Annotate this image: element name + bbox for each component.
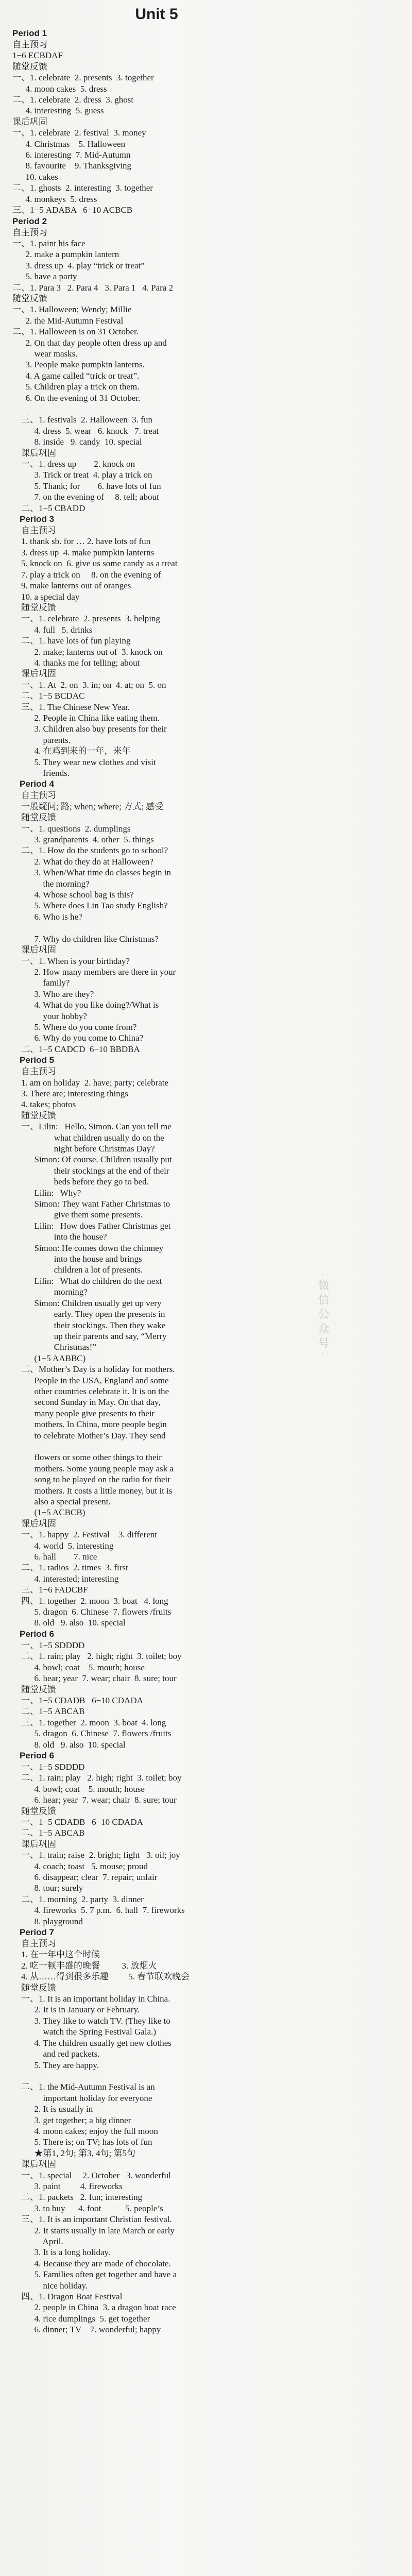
- answer-line: 4. The children usually get new clothes: [12, 2038, 171, 2048]
- answer-line: 三、1. It is an important Christian festival.: [12, 2214, 172, 2225]
- answer-line: 一、1−5 CDADB 6−10 CDADA: [12, 1817, 143, 1827]
- answer-line: 2. make; lanterns out of 3. knock on: [12, 647, 163, 657]
- answer-line: 4. full 5. drinks: [12, 624, 93, 635]
- answer-line: 9. make lanterns out of oranges: [12, 581, 131, 591]
- answer-line: 4. takes; photos: [12, 1099, 76, 1110]
- answer-line: give them some presents.: [12, 1210, 143, 1220]
- answer-line: parents.: [12, 735, 71, 745]
- answer-line: Simon: They want Father Christmas to: [12, 1199, 170, 1209]
- answer-line: 随堂反馈: [12, 1806, 56, 1816]
- period-heading: Period 6: [20, 1629, 55, 1639]
- answer-line: 三、1. festivals 2. Halloween 3. fun: [12, 415, 152, 425]
- answer-line: 一、1. At 2. on 3. in; on 4. at; on 5. on: [12, 680, 166, 690]
- period-heading: Period 3: [20, 514, 55, 524]
- answer-line: 3. to buy 4. foot 5. people’s: [12, 2203, 163, 2213]
- answer-line: [12, 1441, 301, 1452]
- answer-line: 三、1. together 2. moon 3. boat 4. long: [12, 1717, 166, 1727]
- answer-line: 4. A game called “trick or treat”.: [12, 370, 140, 381]
- answer-line: 4. fireworks 5. 7 p.m. 6. hall 7. fireworks: [12, 1905, 185, 1916]
- answer-line: 二、1. have lots of fun playing: [12, 636, 131, 646]
- answer-line: 5. dragon 6. Chinese 7. flowers /fruits: [12, 1728, 171, 1739]
- answer-line: 4. bowl; coat 5. mouth; house: [12, 1784, 145, 1794]
- answer-line: 一、1. It is an important holiday in China.: [12, 1994, 170, 2004]
- answer-line: 4. 在鸡到来的一年，来年: [12, 746, 131, 756]
- answer-line: 随堂反馈: [12, 1684, 56, 1694]
- answer-line: 4. Whose school bag is this?: [12, 890, 134, 900]
- answer-line: 4. coach; toast 5. mouse; proud: [12, 1861, 148, 1871]
- answer-line: morning?: [12, 1287, 88, 1297]
- answer-line: 三、1−6 FADCBF: [12, 1585, 88, 1595]
- answer-line: 5. Families often get together and have a: [12, 2269, 177, 2280]
- answer-line: to celebrate Mother’s Day. They send: [12, 1430, 166, 1440]
- answer-line: 4. rice dumplings 5. get together: [12, 2313, 150, 2324]
- answer-line: 3. People make pumpkin lanterns.: [12, 360, 145, 370]
- answer-line: 4. bowl; coat 5. mouth; house: [12, 1662, 145, 1672]
- answer-line: 6. Who is he?: [12, 911, 82, 922]
- answer-line: wear masks.: [12, 348, 78, 359]
- answer-line: 7. on the evening of 8. tell; about: [12, 492, 159, 502]
- answer-line: 2. People in China like eating them.: [12, 713, 160, 723]
- period-heading: Period 7: [20, 1927, 55, 1938]
- answer-line: 4. interesting 5. guess: [12, 106, 104, 116]
- answer-line: 3. dress up 4. make pumpkin lanterns: [12, 547, 154, 557]
- answer-line: 4. dress 5. wear 6. knock 7. treat: [12, 426, 159, 436]
- answer-line: 6. hear; year 7. wear; chair 8. sure; tour: [12, 1795, 177, 1805]
- answer-line: 5. They wear new clothes and visit: [12, 757, 156, 767]
- answer-line: Lilin: Why?: [12, 1188, 81, 1198]
- answer-line: night before Christmas Day?: [12, 1144, 155, 1154]
- answer-line: 4. 从……得到很多乐趣 5. 春节联欢晚会: [12, 1972, 190, 1982]
- answer-line: 3. grandparents 4. other 5. things: [12, 835, 154, 845]
- answer-line: many people give presents to their: [12, 1408, 155, 1418]
- answer-line: song to be played on the radio for their: [12, 1475, 170, 1485]
- answer-line: 2. On that day people often dress up and: [12, 337, 167, 348]
- answer-line: 7. play a trick on 8. on the evening of: [12, 569, 161, 580]
- answer-line: what children usually do on the: [12, 1132, 164, 1143]
- answer-line: 5. Where does Lin Tao study English?: [12, 901, 168, 911]
- answer-line: 4. thanks me for telling; about: [12, 657, 140, 668]
- answer-line: 6. disappear; clear 7. repair; unfair: [12, 1872, 158, 1882]
- answer-line: 3. It is a long holiday.: [12, 2247, 111, 2258]
- answer-line: 2. What do they do at Halloween?: [12, 856, 153, 867]
- answer-lines: [12, 28, 301, 2335]
- answer-line: and red packets.: [12, 2049, 100, 2059]
- answer-line: 6. dinner; TV 7. wonderful; happy: [12, 2325, 161, 2335]
- answer-line: early. They open the presents in: [12, 1309, 165, 1319]
- answer-line: 5. They are happy.: [12, 2060, 99, 2070]
- answer-line: 6. On the evening of 31 October.: [12, 393, 141, 403]
- answer-line: second Sunday in May. On that day,: [12, 1397, 161, 1408]
- answer-line: (1−5 AABBC): [12, 1353, 86, 1363]
- answer-line: friends.: [12, 768, 70, 778]
- answer-line: 2. How many members are there in your: [12, 967, 176, 977]
- answer-line: Simon: He comes down the chimney: [12, 1243, 164, 1253]
- answer-line: 5. There is; on TV; has lots of fun: [12, 2137, 152, 2147]
- answer-line: also a special present.: [12, 1497, 111, 1506]
- answer-line: 随堂反馈: [12, 812, 56, 823]
- answer-line: 二、1. morning 2. party 3. dinner: [12, 1894, 144, 1904]
- answer-line: 课后巩固: [12, 669, 56, 679]
- answer-line: 4. world 5. interesting: [12, 1540, 114, 1551]
- answer-line: 三、1−5 ADABA 6−10 ACBCB: [12, 205, 133, 215]
- answer-line: 7. Why do children like Christmas?: [12, 934, 159, 944]
- answer-line: 1−6 ECBDAF: [12, 50, 63, 61]
- answer-line: 2. make a pumpkin lantern: [12, 249, 119, 260]
- answer-line: [12, 403, 301, 414]
- answer-line: Lilin: What do children do the next: [12, 1276, 162, 1286]
- answer-line: 2. It is usually in: [12, 2104, 93, 2114]
- answer-line: mothers. It costs a little money, but it is: [12, 1485, 173, 1496]
- answer-line: 2. people in China 3. a dragon boat race: [12, 2302, 176, 2313]
- answer-line: 二、1−5 ABCAB: [12, 1706, 85, 1717]
- answer-line: 1. am on holiday 2. have; party; celebrate: [12, 1077, 169, 1088]
- answer-line: 自主预习: [12, 227, 47, 238]
- answer-line: 1. thank sb. for … 2. have lots of fun: [12, 536, 151, 547]
- answer-line: important holiday for everyone: [12, 2093, 152, 2103]
- answer-line: 二、1−5 ABCAB: [12, 1828, 85, 1838]
- answer-line: 二、1. rain; play 2. high; right 3. toilet; boy: [12, 1773, 182, 1783]
- answer-line: 2. the Mid-Autumn Festival: [12, 315, 124, 326]
- answer-line: 4. interested; interesting: [12, 1573, 119, 1584]
- answer-line: 4. moon cakes; enjoy the full moon: [12, 2126, 158, 2136]
- answer-line: 一、1. train; raise 2. bright; fight 3. oil; joy: [12, 1850, 180, 1860]
- answer-line: 课后巩固: [12, 116, 47, 127]
- answer-line: 一、1. dress up 2. knock on: [12, 459, 135, 469]
- answer-line: Simon: Children usually get up very: [12, 1298, 162, 1308]
- answer-line: 二、1. Halloween is on 31 October.: [12, 327, 139, 337]
- answer-line: 5. dragon 6. Chinese 7. flowers /fruits: [12, 1607, 171, 1617]
- answer-line: 8. old 9. also 10. special: [12, 1739, 126, 1750]
- answer-line: 6. Why do you come to China?: [12, 1033, 144, 1043]
- answer-line: 二、1. Para 3 2. Para 4 3. Para 1 4. Para 2: [12, 282, 174, 293]
- answer-line: 4. monkeys 5. dress: [12, 194, 97, 204]
- answer-line: 一、1−5 SDDDD: [12, 1761, 85, 1772]
- watermark-text: ·微信公众号·: [317, 1273, 330, 1359]
- answer-line: 6. hall 7. nice: [12, 1552, 97, 1562]
- answer-line: 3. Who are they?: [12, 989, 94, 999]
- answer-line: 一、1. celebrate 2. presents 3. together: [12, 73, 154, 83]
- period-heading: Period 6: [20, 1750, 55, 1760]
- answer-line: 一、1−5 CDADB 6−10 CDADA: [12, 1695, 143, 1705]
- answer-line: children a lot of presents.: [12, 1265, 143, 1275]
- answer-line: 一、Lilin: Hello, Simon. Can you tell me: [12, 1122, 171, 1132]
- answer-line: 2. It starts usually in late March or early: [12, 2225, 175, 2235]
- answer-line: other countries celebrate it. It is on the: [12, 1386, 169, 1396]
- answer-line: 四、1. Dragon Boat Festival: [12, 2292, 123, 2302]
- answer-line: 8. tour; surely: [12, 1883, 83, 1893]
- answer-line: 4. Because they are made of chocolate.: [12, 2258, 171, 2268]
- answer-line: into the house?: [12, 1232, 107, 1242]
- answer-line: your hobby?: [12, 1011, 87, 1021]
- answer-line: 8. inside 9. candy 10. special: [12, 437, 142, 447]
- period-heading: Period 1: [12, 28, 47, 38]
- answer-line: family?: [12, 978, 70, 988]
- answer-line: their stockings. Then they wake: [12, 1320, 166, 1330]
- answer-line: [12, 922, 301, 933]
- answer-line: 课后巩固: [12, 448, 56, 458]
- answer-line: 3. dress up 4. play “trick or treat”: [12, 260, 145, 270]
- answer-line: 5. Thank; for 6. have lots of fun: [12, 481, 161, 491]
- answer-line: 一、1. paint his face: [12, 238, 85, 248]
- answer-line: 自主预习: [12, 526, 56, 536]
- answer-line: 自主预习: [12, 1066, 56, 1077]
- answer-line: 3. Children also buy presents for their: [12, 724, 167, 734]
- answer-line: Lilin: How does Father Christmas get: [12, 1221, 171, 1231]
- answer-line: 随堂反馈: [12, 61, 47, 72]
- answer-line: 2. 吃一顿丰盛的晚餐 3. 放烟火: [12, 1960, 157, 1971]
- answer-line: 5. Where do you come from?: [12, 1022, 137, 1032]
- answer-line: 课后巩固: [12, 945, 56, 955]
- answer-line: 3. paint 4. fireworks: [12, 2181, 123, 2191]
- answer-line: 二、1. radios 2. times 3. first: [12, 1563, 128, 1573]
- answer-line: Simon: Of course. Children usually put: [12, 1155, 172, 1165]
- answer-line: 3. When/What time do classes begin in: [12, 868, 171, 878]
- answer-line: 3. They like to watch TV. (They like to: [12, 2015, 170, 2026]
- answer-line: 自主预习: [12, 40, 47, 49]
- answer-line: 一、1. celebrate 2. festival 3. money: [12, 128, 146, 138]
- answer-line: 6. interesting 7. Mid-Autumn: [12, 150, 131, 160]
- answer-line: 随堂反馈: [12, 602, 56, 613]
- answer-line: 一、1. Halloween; Wendy; Millie: [12, 304, 132, 315]
- answer-line: 8. favourite 9. Thanksgiving: [12, 161, 132, 171]
- answer-line: ★第1, 2句; 第3, 4句; 第5句: [12, 2148, 135, 2158]
- answer-line: 随堂反馈: [12, 1982, 56, 1993]
- answer-line: 10. cakes: [12, 172, 58, 182]
- answer-line: 随堂反馈: [12, 1110, 56, 1121]
- answer-line: 8. old 9. also 10. special: [12, 1618, 126, 1628]
- answer-line: 随堂反馈: [12, 293, 47, 303]
- answer-line: 一般疑问; 路; when; where; 方式; 感受: [12, 801, 164, 811]
- answer-line: 4. Christmas 5. Halloween: [12, 139, 126, 149]
- answer-line: 5. knock on 6. give us some candy as a treat: [12, 558, 178, 569]
- unit-title: Unit 5: [135, 6, 178, 23]
- answer-line: 自主预习: [12, 1939, 56, 1949]
- period-heading: Period 4: [20, 779, 55, 789]
- answer-line: April.: [12, 2236, 63, 2246]
- answer-line: flowers or some other things to their: [12, 1452, 162, 1463]
- answer-line: 二、1. How do the students go to school?: [12, 845, 168, 856]
- answer-line: their stockings at the end of their: [12, 1165, 169, 1176]
- answer-line: 4. moon cakes 5. dress: [12, 83, 107, 94]
- period-heading: Period 2: [12, 216, 47, 226]
- answer-line: 2. It is in January or February.: [12, 2005, 140, 2015]
- answer-line: Christmas!”: [12, 1342, 96, 1352]
- period-heading: Period 5: [20, 1055, 55, 1065]
- answer-line: 一、1. celebrate 2. presents 3. helping: [12, 614, 161, 624]
- answer-line: mothers. In China, more people begin: [12, 1419, 167, 1430]
- answer-line: 8. playground: [12, 1916, 83, 1926]
- answer-line: 二、1. rain; play 2. high; right 3. toilet; boy: [12, 1651, 182, 1662]
- answer-line: 二、1. celebrate 2. dress 3. ghost: [12, 95, 134, 105]
- answer-line: 一、1. special 2. October 3. wonderful: [12, 2170, 171, 2180]
- answer-line: 课后巩固: [12, 1518, 56, 1529]
- answer-line: 5. Children play a trick on them.: [12, 382, 140, 392]
- answer-line: 3. Trick or treat 4. play a trick on: [12, 470, 152, 480]
- answer-line: [12, 2071, 301, 2081]
- answer-line: 一、1. When is your birthday?: [12, 956, 130, 966]
- answer-line: 10. a special day: [12, 591, 80, 602]
- answer-line: nice holiday.: [12, 2280, 88, 2291]
- answer-line: up their parents and say, “Merry: [12, 1331, 167, 1341]
- answer-line: beds before they go to bed.: [12, 1177, 149, 1187]
- answer-line: watch the Spring Festival Gala.): [12, 2027, 157, 2037]
- answer-line: 4. What do you like doing?/What is: [12, 1000, 159, 1010]
- answer-line: 3. There are; interesting things: [12, 1088, 128, 1098]
- answer-line: 二、1. packets 2. fun; interesting: [12, 2192, 143, 2202]
- answer-line: the morning?: [12, 878, 90, 889]
- answer-line: 3. get together; a big dinner: [12, 2115, 131, 2125]
- answer-line: 一、1. happy 2. Festival 3. different: [12, 1530, 158, 1540]
- answer-content: [12, 4, 301, 2335]
- answer-line: 自主预习: [12, 790, 56, 801]
- answer-line: 四、1. together 2. moon 3. boat 4. long: [12, 1596, 168, 1606]
- answer-line: 5. have a party: [12, 272, 77, 282]
- answer-line: People in the USA, England and some: [12, 1375, 169, 1385]
- answer-line: 二、1. ghosts 2. interesting 3. together: [12, 183, 153, 193]
- answer-line: 1. 在一年中这个时候: [12, 1950, 100, 1960]
- answer-line: 二、1−5 CBADD: [12, 503, 85, 513]
- answer-line: 课后巩固: [12, 1839, 56, 1849]
- answer-line: 二、1−5 BCDAC: [12, 691, 85, 701]
- answer-line: mothers. Some young people may ask a: [12, 1463, 174, 1473]
- answer-line: 二、Mother’s Day is a holiday for mothers.: [12, 1364, 175, 1375]
- answer-line: 课后巩固: [12, 2159, 56, 2170]
- answer-line: 一、1. questions 2. dumplings: [12, 823, 131, 834]
- answer-line: 二、1. the Mid-Autumn Festival is an: [12, 2082, 155, 2092]
- answer-line: (1−5 ACBCB): [12, 1507, 85, 1518]
- answer-line: 一、1−5 SDDDD: [12, 1640, 85, 1650]
- answer-line: 三、1. The Chinese New Year.: [12, 702, 130, 712]
- answer-line: 6. hear; year 7. wear; chair 8. sure; tour: [12, 1673, 177, 1684]
- answer-line: into the house and brings: [12, 1254, 142, 1264]
- answer-line: 二、1−5 CADCD 6−10 BBDBA: [12, 1044, 140, 1054]
